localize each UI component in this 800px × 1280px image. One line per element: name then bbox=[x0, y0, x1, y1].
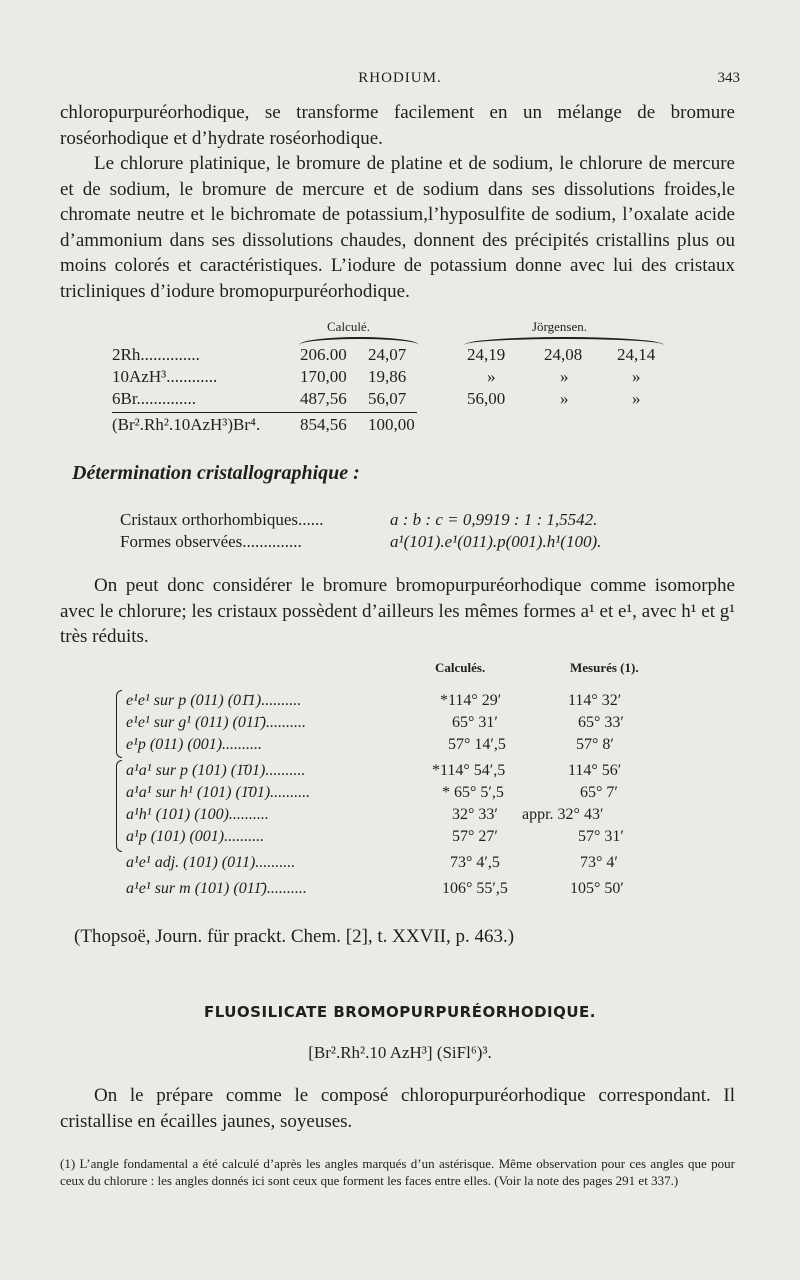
jorgensen-brace bbox=[464, 337, 664, 345]
calc-percent: 24,07 bbox=[368, 345, 407, 364]
citation: (Thopsoë, Journ. für prackt. Chem. [2], t. XXVII, p. 463.) bbox=[74, 926, 515, 947]
analysis-header-calcule: Calculé. bbox=[327, 319, 370, 334]
angle-label: a¹p (101) (001).......... bbox=[126, 828, 265, 845]
angle-meas: 57° 8′ bbox=[576, 736, 614, 753]
table-row bbox=[112, 367, 672, 389]
sum-rule bbox=[112, 412, 417, 413]
angle-meas: 114° 32′ bbox=[568, 692, 622, 709]
angle-label: a¹h¹ (101) (100).......... bbox=[126, 806, 269, 823]
crystal-value: a : b : c = 0,9919 : 1 : 1,5542. bbox=[390, 510, 598, 529]
angle-meas: 65° 33′ bbox=[578, 714, 624, 731]
table-row bbox=[110, 714, 710, 736]
row-label: 2Rh.............. bbox=[112, 345, 200, 364]
section-heading: Détermination cristallographique : bbox=[72, 462, 360, 484]
paragraph-1: chloropurpuréorhodique, se transforme facilement en un mélange de bromure roséorhodique et d’hydrate roséorhodique. bbox=[60, 102, 735, 149]
calc-percent: 56,07 bbox=[368, 389, 407, 408]
paragraph-4: On le prépare comme le composé chloropurpuréorhodique correspondant. Il cristallise en écailles jaunes, soyeuses. bbox=[60, 1085, 735, 1132]
angle-calc: *114° 29′ bbox=[440, 692, 502, 709]
table-row bbox=[110, 806, 710, 828]
angle-meas: 114° 56′ bbox=[568, 762, 622, 779]
angle-label: a¹e¹ sur m (101) (011̄).......... bbox=[126, 880, 307, 897]
table-row bbox=[110, 692, 710, 714]
angle-label: a¹a¹ sur h¹ (101) (1̄01).......... bbox=[126, 784, 311, 801]
angle-calc: 32° 33′ bbox=[452, 806, 498, 823]
row-label: 10AzH³............ bbox=[112, 367, 218, 386]
calc-value: 487,56 bbox=[300, 389, 347, 408]
crystal-line-forms bbox=[120, 532, 602, 552]
calc-value: 854,56 bbox=[300, 415, 347, 434]
angle-calc: 106° 55′,5 bbox=[442, 880, 508, 897]
angle-label: e¹e¹ sur p (011) (01̄1).......... bbox=[126, 692, 302, 709]
jorg-value-1: 56,00 bbox=[467, 389, 506, 408]
table-row bbox=[112, 345, 672, 367]
angles-header-calcules: Calculés. bbox=[435, 660, 486, 675]
calc-percent: 100,00 bbox=[368, 415, 415, 434]
row-label: 6Br.............. bbox=[112, 389, 197, 408]
angle-calc: * 65° 5′,5 bbox=[442, 784, 504, 801]
jorg-value-3: » bbox=[632, 367, 641, 386]
crystal-line-system bbox=[120, 510, 598, 530]
calcule-brace bbox=[299, 337, 419, 345]
angle-label: a¹e¹ adj. (101) (011).......... bbox=[126, 854, 296, 871]
paragraph-3: On peut donc considérer le bromure bromopurpuréorhodique comme isomorphe avec le chlorure; les cristaux possèdent d’ailleurs les mêmes formes a¹ et e¹, avec h¹ et g¹ très réduits. bbox=[60, 575, 735, 648]
chemical-formula: [Br².Rh².10 AzH³] (SiFl⁶)³. bbox=[308, 1043, 492, 1062]
table-row bbox=[110, 736, 710, 758]
angle-label: a¹a¹ sur p (101) (1̄01).......... bbox=[126, 762, 306, 779]
paragraph-2: Le chlorure platinique, le bromure de platine et de sodium, le chlorure de mercure et de sodium, le bromure de mercure et de sodium dans ses dissolutions froides,le chromate neutre et le bichromate de potassium,l’hyposulfite de sodium, l’oxalate acide d’ammonium dans ses dissolutions chaudes, donnent des précipités cristallins plus ou moins colorés et caractéristiques. L’iodure de potassium donne avec lui des cristaux tricliniques d’iodure bromopurpuréorhodique. bbox=[60, 153, 735, 302]
calc-percent: 19,86 bbox=[368, 367, 407, 386]
jorg-value-2: 24,08 bbox=[544, 345, 583, 364]
jorg-value-3: » bbox=[632, 389, 641, 408]
table-row bbox=[112, 389, 672, 411]
running-header bbox=[60, 70, 740, 92]
jorg-value-3: 24,14 bbox=[617, 345, 656, 364]
jorg-value-2: » bbox=[560, 367, 569, 386]
angle-calc: 57° 14′,5 bbox=[448, 736, 506, 753]
table-row bbox=[110, 854, 710, 876]
analysis-header-jorgensen: Jörgensen. bbox=[532, 319, 588, 334]
table-row bbox=[110, 828, 710, 850]
angle-label: e¹e¹ sur g¹ (011) (011̄).......... bbox=[126, 714, 306, 731]
table-row bbox=[110, 762, 710, 784]
table-row bbox=[112, 415, 672, 437]
angle-meas: 105° 50′ bbox=[570, 880, 624, 897]
angle-calc: 57° 27′ bbox=[452, 828, 498, 845]
angle-label: e¹p (011) (001).......... bbox=[126, 736, 263, 753]
table-row bbox=[110, 784, 710, 806]
angle-calc: 73° 4′,5 bbox=[450, 854, 500, 871]
crystal-label: Formes observées.............. bbox=[120, 532, 302, 551]
table-row bbox=[110, 880, 710, 902]
running-title: RHODIUM. bbox=[358, 70, 442, 86]
angle-meas: appr. 32° 43′ bbox=[522, 806, 604, 823]
angle-meas: 73° 4′ bbox=[580, 854, 618, 871]
section-title: FLUOSILICATE BROMOPURPURÉORHODIQUE. bbox=[203, 1003, 596, 1021]
crystal-value: a¹(101).e¹(011).p(001).h¹(100). bbox=[390, 532, 602, 551]
angle-calc: *114° 54′,5 bbox=[432, 762, 506, 779]
angle-meas: 57° 31′ bbox=[578, 828, 624, 845]
jorg-value-1: » bbox=[487, 367, 496, 386]
angle-calc: 65° 31′ bbox=[452, 714, 498, 731]
page-number: 343 bbox=[717, 70, 740, 86]
row-label: (Br².Rh².10AzH³)Br⁴. bbox=[112, 415, 261, 434]
jorg-value-2: » bbox=[560, 389, 569, 408]
calc-value: 170,00 bbox=[300, 367, 347, 386]
angles-header-mesures: Mesurés (1). bbox=[570, 660, 639, 675]
footnote: (1) L’angle fondamental a été calculé d’après les angles marqués d’un astérisque. Même observation pour ces angles que pour ceux du chlorure : les angles donnés ici sont ceux que forment les faces entre elles. (Voir la note des pages 291 et 337.) bbox=[60, 1156, 735, 1188]
crystal-label: Cristaux orthorhombiques...... bbox=[120, 510, 324, 529]
jorg-value-1: 24,19 bbox=[467, 345, 506, 364]
angle-meas: 65° 7′ bbox=[580, 784, 618, 801]
calc-value: 206.00 bbox=[300, 345, 347, 364]
